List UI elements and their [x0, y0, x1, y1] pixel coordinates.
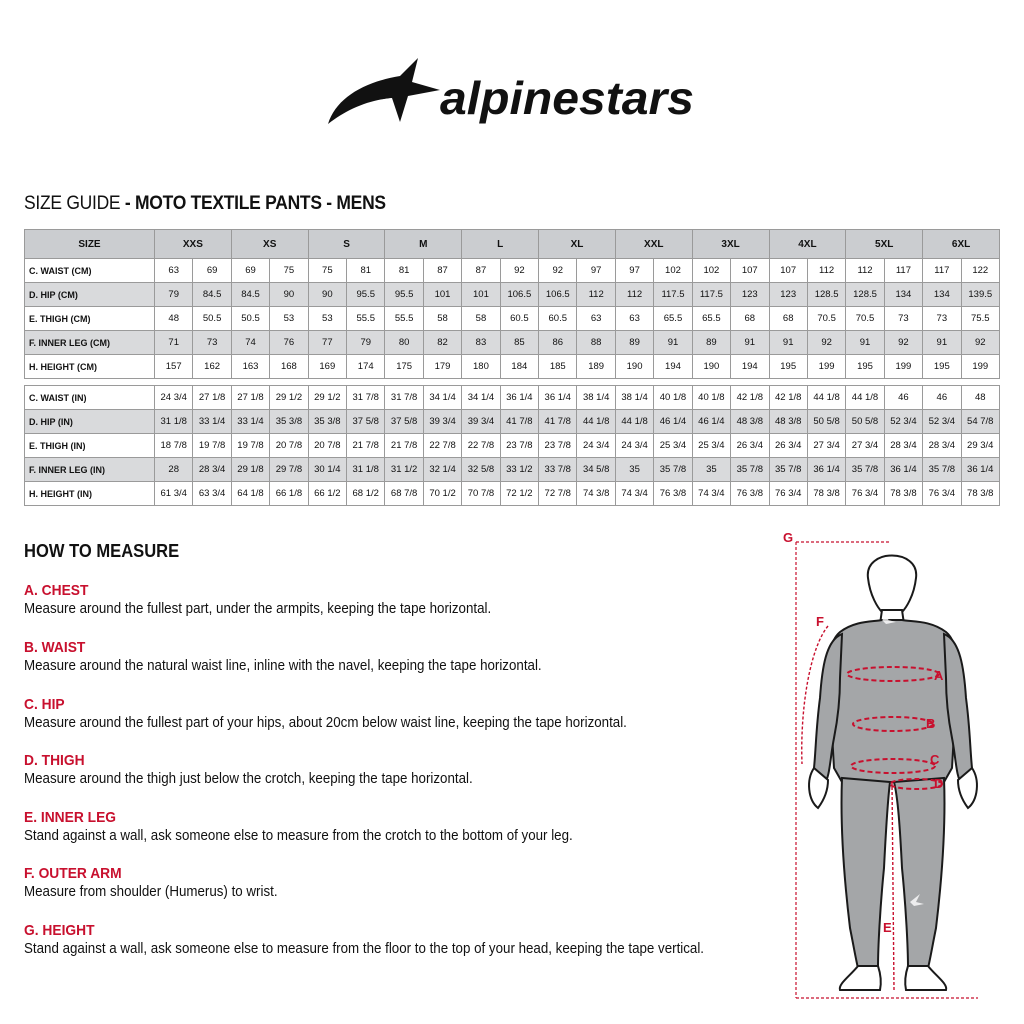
table-row [25, 410, 1000, 434]
table-cell: 78 3/8 [807, 482, 845, 506]
measure-item [24, 922, 763, 959]
table-cell: 74 [231, 331, 269, 355]
alpinestars-logo [322, 52, 702, 132]
measure-item [24, 639, 587, 676]
table-cell: 32 1/4 [423, 458, 461, 482]
table-cell: 97 [577, 259, 615, 283]
table-cell: 28 [155, 458, 193, 482]
measure-description: Measure around the fullest part of your hips, about 20cm below waist line, keeping the tape horizontal. [24, 715, 627, 731]
table-cell: 34 5/8 [577, 458, 615, 482]
table-cell: 33 7/8 [539, 458, 577, 482]
table-cell: 101 [423, 283, 461, 307]
table-cell: 33 1/4 [193, 410, 231, 434]
table-cell: 36 1/4 [539, 386, 577, 410]
table-cell: 195 [846, 355, 884, 379]
brand-wordmark: alpinestars [440, 72, 694, 124]
table-cell: 76 [270, 331, 308, 355]
table-cell: 77 [308, 331, 346, 355]
size-column-header: 5XL [846, 230, 923, 259]
label-e: E [883, 920, 892, 935]
table-row [25, 259, 1000, 283]
label-b: B [926, 716, 936, 731]
table-cell: 128.5 [807, 283, 845, 307]
table-cell: 189 [577, 355, 615, 379]
table-cell: 107 [769, 259, 807, 283]
table-cell: 24 3/4 [155, 386, 193, 410]
table-cell: 79 [155, 283, 193, 307]
table-cell: 46 [884, 386, 922, 410]
measure-heading: F. OUTER ARM [24, 865, 122, 882]
table-cell: 30 1/4 [308, 458, 346, 482]
table-cell: 75.5 [961, 307, 999, 331]
table-cell: 76 3/4 [769, 482, 807, 506]
table-cell: 52 3/4 [884, 410, 922, 434]
table-cell: 27 3/4 [846, 434, 884, 458]
measure-description: Measure from shoulder (Humerus) to wrist. [24, 884, 278, 900]
table-cell: 35 [615, 458, 653, 482]
table-cell: 190 [615, 355, 653, 379]
measure-description: Stand against a wall, ask someone else to measure from the floor to the top of your head, keeping the tape vertical. [24, 941, 704, 957]
table-cell: 91 [654, 331, 692, 355]
table-cell: 92 [961, 331, 999, 355]
table-cell: 81 [347, 259, 385, 283]
table-cell: 42 1/8 [731, 386, 769, 410]
size-header-cell: SIZE [25, 230, 155, 259]
size-column-header: S [308, 230, 385, 259]
star-icon [328, 58, 440, 124]
measure-heading: C. HIP [24, 696, 65, 713]
table-cell: 76 3/8 [731, 482, 769, 506]
table-cell: 168 [270, 355, 308, 379]
table-cell: 35 7/8 [923, 458, 961, 482]
table-cell: 80 [385, 331, 423, 355]
table-cell: 50.5 [231, 307, 269, 331]
table-cell: 38 1/4 [615, 386, 653, 410]
table-cell: 74 3/8 [577, 482, 615, 506]
size-column-header: 3XL [692, 230, 769, 259]
table-cell: 50 5/8 [807, 410, 845, 434]
table-cell: 163 [231, 355, 269, 379]
table-cell: 122 [961, 259, 999, 283]
table-cell: 35 3/8 [308, 410, 346, 434]
table-cell: 41 7/8 [539, 410, 577, 434]
row-label: C. WAIST (CM) [25, 259, 155, 283]
table-cell: 169 [308, 355, 346, 379]
table-cell: 194 [654, 355, 692, 379]
table-cell: 95.5 [385, 283, 423, 307]
table-cell: 36 1/4 [961, 458, 999, 482]
table-cell: 117.5 [654, 283, 692, 307]
table-cell: 89 [615, 331, 653, 355]
table-cell: 46 1/4 [654, 410, 692, 434]
table-cell: 19 7/8 [193, 434, 231, 458]
table-cell: 112 [615, 283, 653, 307]
body-measurement-figure [770, 528, 1020, 1003]
table-cell: 66 1/8 [270, 482, 308, 506]
table-cell: 34 1/4 [462, 386, 500, 410]
table-cell: 64 1/8 [231, 482, 269, 506]
table-cell: 72 1/2 [500, 482, 538, 506]
how-to-measure-heading: HOW TO MEASURE [24, 541, 180, 561]
table-row [25, 434, 1000, 458]
table-cell: 90 [270, 283, 308, 307]
table-cell: 162 [193, 355, 231, 379]
table-cell: 84.5 [193, 283, 231, 307]
table-cell: 39 3/4 [423, 410, 461, 434]
table-cell: 87 [462, 259, 500, 283]
table-cell: 88 [577, 331, 615, 355]
table-cell: 78 3/8 [884, 482, 922, 506]
table-cell: 63 [615, 307, 653, 331]
table-cell: 86 [539, 331, 577, 355]
table-cell: 44 1/8 [615, 410, 653, 434]
table-cell: 63 3/4 [193, 482, 231, 506]
table-cell: 63 [577, 307, 615, 331]
title-main: - MOTO TEXTILE PANTS - MENS [124, 193, 386, 214]
table-cell: 180 [462, 355, 500, 379]
table-cell: 53 [270, 307, 308, 331]
table-cell: 157 [155, 355, 193, 379]
table-cell: 54 7/8 [961, 410, 999, 434]
table-cell: 31 1/2 [385, 458, 423, 482]
measure-description: Measure around the thigh just below the crotch, keeping the tape horizontal. [24, 771, 473, 787]
label-c: C [930, 752, 940, 767]
table-cell: 31 7/8 [385, 386, 423, 410]
table-cell: 46 [923, 386, 961, 410]
table-cell: 69 [231, 259, 269, 283]
table-cell: 36 1/4 [500, 386, 538, 410]
measure-heading: B. WAIST [24, 639, 86, 656]
table-cell: 21 7/8 [347, 434, 385, 458]
table-cell: 36 1/4 [807, 458, 845, 482]
table-cell: 18 7/8 [155, 434, 193, 458]
table-cell: 32 5/8 [462, 458, 500, 482]
table-cell: 50 5/8 [846, 410, 884, 434]
table-cell: 20 7/8 [270, 434, 308, 458]
table-cell: 55.5 [347, 307, 385, 331]
measure-heading: E. INNER LEG [24, 809, 117, 826]
table-cell: 83 [462, 331, 500, 355]
table-cell: 58 [462, 307, 500, 331]
measure-heading: G. HEIGHT [24, 922, 95, 939]
table-cell: 95.5 [347, 283, 385, 307]
measure-description: Stand against a wall, ask someone else to measure from the crotch to the bottom of your leg. [24, 828, 573, 844]
row-label: F. INNER LEG (IN) [25, 458, 155, 482]
table-cell: 28 3/4 [923, 434, 961, 458]
label-d: D [934, 776, 944, 791]
table-cell: 76 3/8 [654, 482, 692, 506]
table-cell: 112 [577, 283, 615, 307]
row-label: H. HEIGHT (CM) [25, 355, 155, 379]
table-cell: 28 3/4 [193, 458, 231, 482]
table-cell: 23 7/8 [500, 434, 538, 458]
table-row [25, 307, 1000, 331]
table-cell: 69 [193, 259, 231, 283]
table-cell: 24 3/4 [615, 434, 653, 458]
table-cell: 36 1/4 [884, 458, 922, 482]
size-column-header: XS [231, 230, 308, 259]
table-cell: 128.5 [846, 283, 884, 307]
table-cell: 195 [923, 355, 961, 379]
table-cell: 48 3/8 [769, 410, 807, 434]
table-cell: 81 [385, 259, 423, 283]
inner-leg-measure-line [892, 782, 894, 990]
table-cell: 92 [500, 259, 538, 283]
table-cell: 31 7/8 [347, 386, 385, 410]
table-cell: 106.5 [539, 283, 577, 307]
page-title [24, 193, 386, 215]
table-cell: 199 [807, 355, 845, 379]
size-header-row [25, 230, 1000, 259]
table-cell: 179 [423, 355, 461, 379]
size-column-header: 6XL [923, 230, 1000, 259]
table-cell: 31 1/8 [155, 410, 193, 434]
table-cell: 42 1/8 [769, 386, 807, 410]
table-cell: 35 7/8 [654, 458, 692, 482]
table-cell: 27 1/8 [231, 386, 269, 410]
measure-heading: D. THIGH [24, 752, 85, 769]
table-cell: 117.5 [692, 283, 730, 307]
table-cell: 31 1/8 [347, 458, 385, 482]
table-cell: 35 7/8 [769, 458, 807, 482]
table-cell: 74 3/4 [692, 482, 730, 506]
divider-cell [25, 379, 1000, 386]
table-cell: 78 3/8 [961, 482, 999, 506]
table-cell: 44 1/8 [577, 410, 615, 434]
measure-item [24, 696, 679, 733]
table-cell: 29 3/4 [961, 434, 999, 458]
table-cell: 134 [923, 283, 961, 307]
measure-heading: A. CHEST [24, 582, 89, 599]
measure-item [24, 582, 532, 619]
table-cell: 68 7/8 [385, 482, 423, 506]
size-column-header: 4XL [769, 230, 846, 259]
table-cell: 37 5/8 [385, 410, 423, 434]
table-cell: 65.5 [654, 307, 692, 331]
table-cell: 21 7/8 [385, 434, 423, 458]
table-cell: 58 [423, 307, 461, 331]
table-cell: 65.5 [692, 307, 730, 331]
table-cell: 91 [923, 331, 961, 355]
table-cell: 76 3/4 [923, 482, 961, 506]
measure-description: Measure around the fullest part, under the armpits, keeping the tape horizontal. [24, 601, 492, 617]
table-cell: 134 [884, 283, 922, 307]
table-cell: 84.5 [231, 283, 269, 307]
table-cell: 89 [692, 331, 730, 355]
table-cell: 41 7/8 [500, 410, 538, 434]
table-cell: 25 3/4 [654, 434, 692, 458]
table-cell: 139.5 [961, 283, 999, 307]
row-label: C. WAIST (IN) [25, 386, 155, 410]
table-cell: 194 [731, 355, 769, 379]
table-cell: 53 [308, 307, 346, 331]
table-cell: 185 [539, 355, 577, 379]
table-cell: 60.5 [500, 307, 538, 331]
table-cell: 70 1/2 [423, 482, 461, 506]
table-cell: 60.5 [539, 307, 577, 331]
size-chart-table [24, 229, 1000, 506]
table-cell: 117 [884, 259, 922, 283]
row-label: D. HIP (IN) [25, 410, 155, 434]
table-cell: 73 [884, 307, 922, 331]
table-cell: 71 [155, 331, 193, 355]
table-cell: 44 1/8 [846, 386, 884, 410]
row-label: F. INNER LEG (CM) [25, 331, 155, 355]
table-cell: 40 1/8 [654, 386, 692, 410]
table-cell: 190 [692, 355, 730, 379]
table-row [25, 458, 1000, 482]
table-cell: 68 [769, 307, 807, 331]
table-cell: 26 3/4 [769, 434, 807, 458]
table-cell: 55.5 [385, 307, 423, 331]
table-cell: 123 [769, 283, 807, 307]
table-cell: 117 [923, 259, 961, 283]
row-label: E. THIGH (IN) [25, 434, 155, 458]
table-cell: 75 [308, 259, 346, 283]
table-cell: 20 7/8 [308, 434, 346, 458]
table-cell: 29 1/2 [270, 386, 308, 410]
table-cell: 48 [155, 307, 193, 331]
table-cell: 87 [423, 259, 461, 283]
table-row [25, 331, 1000, 355]
table-cell: 123 [731, 283, 769, 307]
table-cell: 37 5/8 [347, 410, 385, 434]
table-cell: 107 [731, 259, 769, 283]
table-cell: 26 3/4 [731, 434, 769, 458]
row-label: H. HEIGHT (IN) [25, 482, 155, 506]
table-cell: 33 1/4 [231, 410, 269, 434]
size-column-header: XXS [155, 230, 232, 259]
table-cell: 106.5 [500, 283, 538, 307]
table-cell: 52 3/4 [923, 410, 961, 434]
table-cell: 199 [884, 355, 922, 379]
table-cell: 22 7/8 [423, 434, 461, 458]
table-cell: 29 7/8 [270, 458, 308, 482]
table-cell: 76 3/4 [846, 482, 884, 506]
table-cell: 90 [308, 283, 346, 307]
table-cell: 46 1/4 [692, 410, 730, 434]
table-cell: 72 7/8 [539, 482, 577, 506]
table-cell: 70.5 [807, 307, 845, 331]
table-cell: 27 1/8 [193, 386, 231, 410]
measure-item [24, 752, 512, 789]
size-column-header: M [385, 230, 462, 259]
table-cell: 85 [500, 331, 538, 355]
table-cell: 35 7/8 [731, 458, 769, 482]
table-cell: 101 [462, 283, 500, 307]
table-cell: 44 1/8 [807, 386, 845, 410]
row-label: D. HIP (CM) [25, 283, 155, 307]
table-cell: 174 [347, 355, 385, 379]
table-cell: 38 1/4 [577, 386, 615, 410]
table-cell: 50.5 [193, 307, 231, 331]
table-cell: 28 3/4 [884, 434, 922, 458]
table-cell: 34 1/4 [423, 386, 461, 410]
table-cell: 175 [385, 355, 423, 379]
table-cell: 40 1/8 [692, 386, 730, 410]
table-row [25, 355, 1000, 379]
table-cell: 68 [731, 307, 769, 331]
table-cell: 75 [270, 259, 308, 283]
table-cell: 70 7/8 [462, 482, 500, 506]
table-cell: 102 [692, 259, 730, 283]
table-cell: 195 [769, 355, 807, 379]
measure-item [24, 865, 300, 902]
label-a: A [934, 668, 944, 683]
table-cell: 112 [807, 259, 845, 283]
table-cell: 66 1/2 [308, 482, 346, 506]
table-cell: 112 [846, 259, 884, 283]
table-row [25, 482, 1000, 506]
table-row [25, 283, 1000, 307]
table-cell: 29 1/8 [231, 458, 269, 482]
size-column-header: XXL [615, 230, 692, 259]
label-g: G [783, 530, 794, 545]
table-cell: 73 [193, 331, 231, 355]
table-cell: 48 [961, 386, 999, 410]
table-cell: 82 [423, 331, 461, 355]
table-cell: 48 3/8 [731, 410, 769, 434]
table-cell: 23 7/8 [539, 434, 577, 458]
table-cell: 35 7/8 [846, 458, 884, 482]
table-cell: 25 3/4 [692, 434, 730, 458]
table-cell: 91 [731, 331, 769, 355]
table-row [25, 386, 1000, 410]
table-cell: 184 [500, 355, 538, 379]
table-cell: 24 3/4 [577, 434, 615, 458]
table-cell: 27 3/4 [807, 434, 845, 458]
table-cell: 61 3/4 [155, 482, 193, 506]
table-cell: 74 3/4 [615, 482, 653, 506]
measure-item [24, 809, 620, 846]
table-cell: 22 7/8 [462, 434, 500, 458]
size-column-header: L [462, 230, 539, 259]
label-f: F [816, 614, 824, 629]
table-cell: 35 3/8 [270, 410, 308, 434]
measure-description: Measure around the natural waist line, inline with the navel, keeping the tape horizontal. [24, 658, 542, 674]
table-cell: 63 [155, 259, 193, 283]
table-cell: 92 [807, 331, 845, 355]
row-label: E. THIGH (CM) [25, 307, 155, 331]
title-prefix: SIZE GUIDE [24, 193, 121, 214]
table-cell: 102 [654, 259, 692, 283]
table-cell: 97 [615, 259, 653, 283]
table-cell: 33 1/2 [500, 458, 538, 482]
table-cell: 29 1/2 [308, 386, 346, 410]
table-cell: 73 [923, 307, 961, 331]
table-cell: 35 [692, 458, 730, 482]
table-cell: 199 [961, 355, 999, 379]
table-cell: 79 [347, 331, 385, 355]
table-cell: 92 [539, 259, 577, 283]
table-cell: 70.5 [846, 307, 884, 331]
table-cell: 39 3/4 [462, 410, 500, 434]
table-cell: 91 [769, 331, 807, 355]
table-cell: 91 [846, 331, 884, 355]
size-column-header: XL [539, 230, 616, 259]
table-divider [25, 379, 1000, 386]
table-cell: 19 7/8 [231, 434, 269, 458]
table-cell: 92 [884, 331, 922, 355]
table-cell: 68 1/2 [347, 482, 385, 506]
